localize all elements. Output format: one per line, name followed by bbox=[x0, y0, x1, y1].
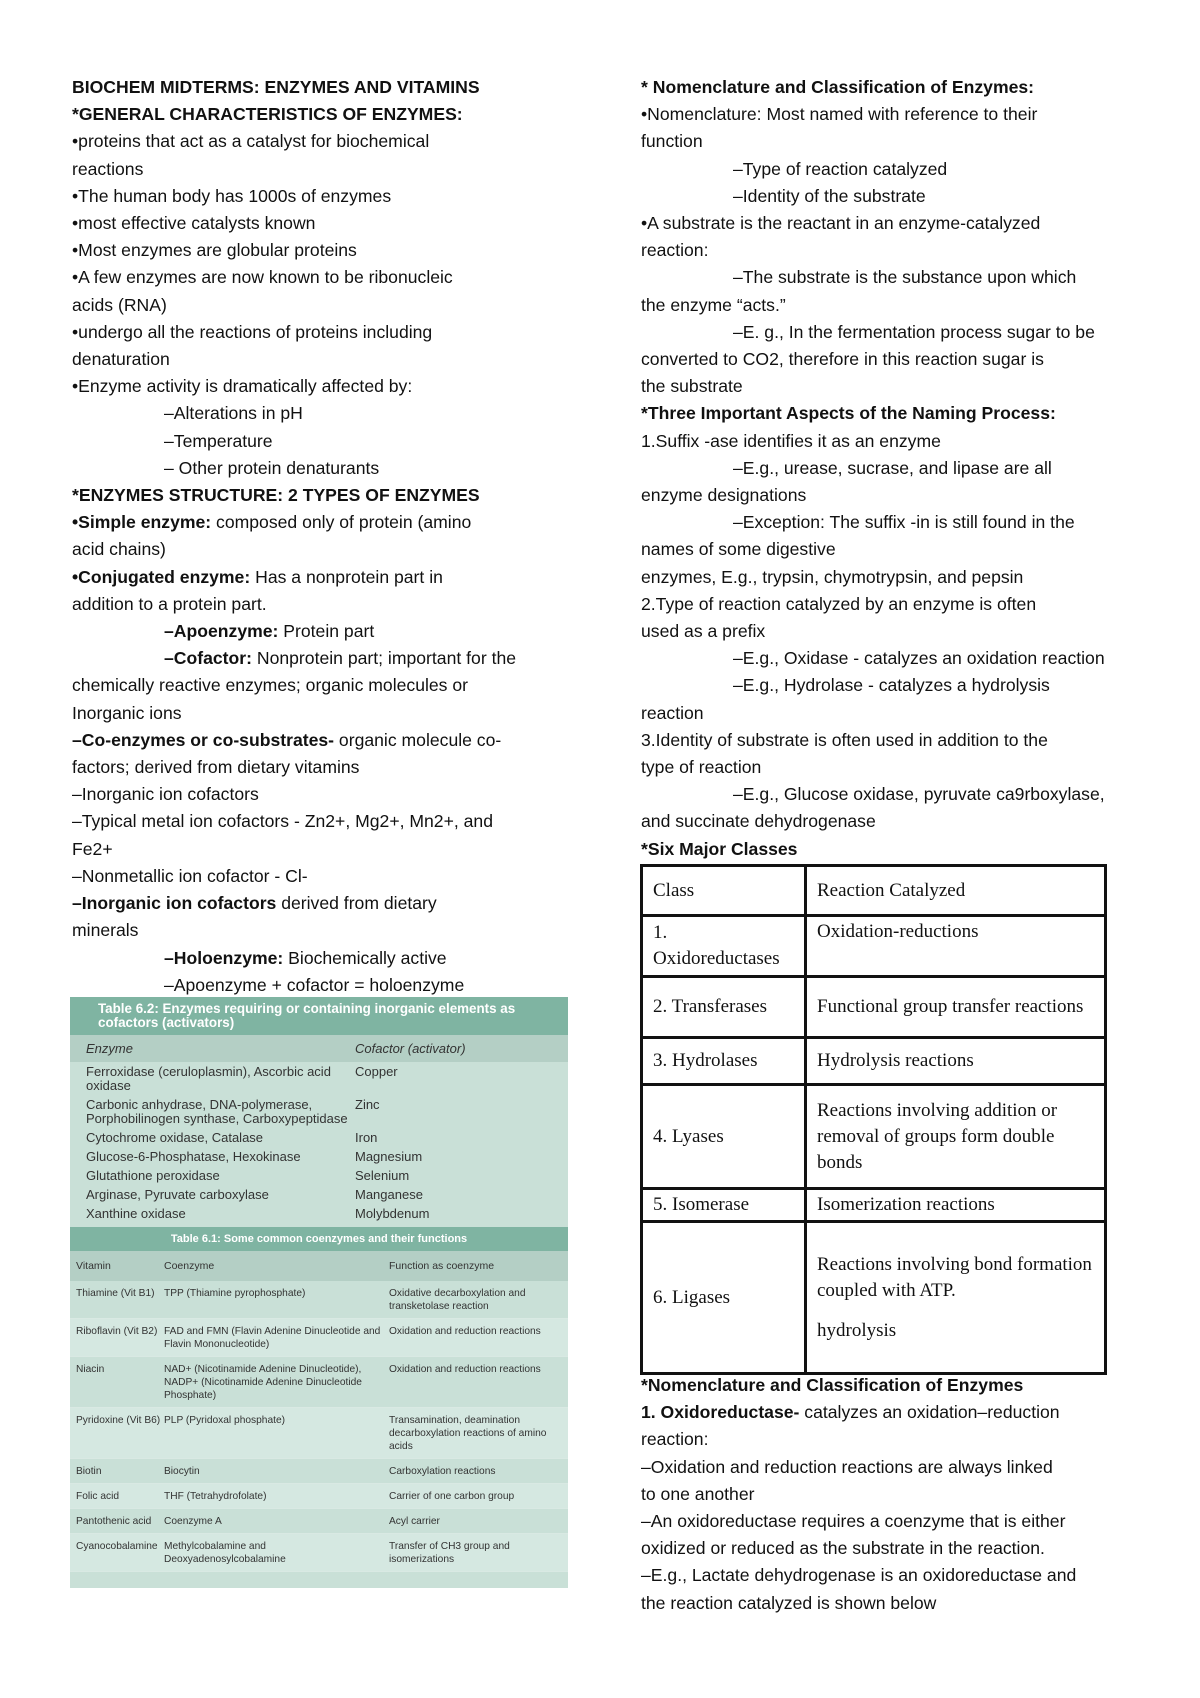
function-cell: Carboxylation reactions bbox=[389, 1466, 496, 1477]
text-line: function bbox=[641, 131, 703, 152]
text-line: the reaction catalyzed is shown below bbox=[641, 1592, 937, 1613]
text-line: •Simple enzyme: composed only of protein (amino bbox=[72, 512, 472, 533]
table-row bbox=[642, 977, 1106, 1038]
text-line: –Type of reaction catalyzed bbox=[733, 158, 948, 179]
table-row bbox=[70, 1534, 568, 1572]
table-row bbox=[642, 1222, 1106, 1374]
text-line: acids (RNA) bbox=[72, 294, 167, 315]
text-line: names of some digestive bbox=[641, 539, 836, 560]
text-line: reaction: bbox=[641, 240, 709, 261]
text-line: –Identity of the substrate bbox=[733, 185, 926, 206]
text-line: –Temperature bbox=[164, 430, 273, 451]
column-header: Vitamin bbox=[76, 1260, 111, 1272]
text-line: •undergo all the reactions of proteins including bbox=[72, 321, 433, 342]
enzyme-cell: Arginase, Pyruvate carboxylase bbox=[86, 1187, 269, 1202]
table-6-1-title: Table 6.1: Some common coenzymes and their functions bbox=[70, 1227, 568, 1251]
coenzyme-cell: TPP (Thiamine pyrophosphate) bbox=[164, 1288, 306, 1299]
cofactor-cell: Iron bbox=[355, 1130, 378, 1145]
table-cell: 5. Isomerase bbox=[642, 1189, 806, 1222]
table-cell: Reactions involving bond formation coupled with ATP. hydrolysis bbox=[806, 1222, 1106, 1374]
table-row bbox=[70, 1319, 568, 1357]
table-6-1-body bbox=[70, 1281, 568, 1572]
table-row bbox=[70, 1357, 568, 1408]
text-line: •Enzyme activity is dramatically affected by: bbox=[72, 376, 413, 397]
text-line: –Typical metal ion cofactors - Zn2+, Mg2+, Mn2+, and bbox=[72, 811, 493, 832]
enzyme-cell: Glutathione peroxidase bbox=[86, 1168, 220, 1183]
text-line: used as a prefix bbox=[641, 621, 766, 642]
function-cell: Acyl carrier bbox=[389, 1516, 440, 1527]
text-line: to one another bbox=[641, 1483, 755, 1504]
text-line: –Inorganic ion cofactors derived from dietary bbox=[72, 893, 437, 914]
right-column bbox=[641, 74, 1141, 863]
table-row bbox=[70, 1128, 568, 1147]
text-line: –Apoenzyme: Protein part bbox=[164, 621, 375, 642]
text-line: –Apoenzyme + cofactor = holoenzyme bbox=[164, 974, 465, 995]
table-row bbox=[642, 1189, 1106, 1222]
text-line: –An oxidoreductase requires a coenzyme that is either bbox=[641, 1511, 1066, 1532]
naming-aspects-heading: *Three Important Aspects of the Naming Process: bbox=[641, 403, 1056, 424]
coenzyme-cell: PLP (Pyridoxal phosphate) bbox=[164, 1415, 286, 1426]
text-line: –Co-enzymes or co-substrates- organic molecule co- bbox=[72, 729, 502, 750]
enzyme-cell: Glucose-6-Phosphatase, Hexokinase bbox=[86, 1149, 301, 1164]
cofactor-cell: Magnesium bbox=[355, 1149, 423, 1164]
nomenclature-heading: * Nomenclature and Classification of Enzymes: bbox=[641, 77, 1035, 97]
table-row bbox=[70, 1509, 568, 1534]
text-line: 3.Identity of substrate is often used in addition to the bbox=[641, 729, 1048, 750]
table-cell: 3. Hydrolases bbox=[642, 1038, 806, 1085]
cofactor-cell: Molybdenum bbox=[355, 1206, 430, 1221]
table-row bbox=[642, 916, 1106, 977]
text-line: minerals bbox=[72, 920, 139, 941]
table-cell: 2. Transferases bbox=[642, 977, 806, 1038]
vitamin-cell: Cyanocobalamine bbox=[76, 1541, 158, 1552]
table-row bbox=[642, 1085, 1106, 1189]
text-line: •Conjugated enzyme: Has a nonprotein part in bbox=[72, 566, 443, 587]
table-cell: Functional group transfer reactions bbox=[806, 977, 1106, 1038]
text-line: •most effective catalysts known bbox=[72, 213, 316, 234]
text-line: –E.g., Glucose oxidase, pyruvate ca9rboxylase, bbox=[733, 784, 1105, 805]
function-cell: Oxidative decarboxylation and transketolase reaction bbox=[389, 1288, 526, 1312]
left-column bbox=[72, 74, 602, 999]
nomenclature-heading-2: *Nomenclature and Classification of Enzymes bbox=[641, 1375, 1024, 1395]
table-row bbox=[70, 1095, 568, 1128]
function-cell: Carrier of one carbon group bbox=[389, 1491, 515, 1502]
text-line: –E.g., Hydrolase - catalyzes a hydrolysis bbox=[733, 675, 1050, 696]
coenzyme-cell: THF (Tetrahydrofolate) bbox=[164, 1491, 267, 1502]
text-line: –Nonmetallic ion cofactor - Cl- bbox=[72, 865, 308, 886]
document-title: BIOCHEM MIDTERMS: ENZYMES AND VITAMINS bbox=[72, 77, 480, 97]
column-header: Enzyme bbox=[86, 1041, 133, 1056]
structure-heading: *ENZYMES STRUCTURE: 2 TYPES OF ENZYMES bbox=[72, 485, 480, 506]
column-header: Coenzyme bbox=[164, 1260, 215, 1272]
text-line: reaction: bbox=[641, 1429, 709, 1450]
text-line: – Other protein denaturants bbox=[164, 457, 380, 478]
table-6-2-body bbox=[70, 1062, 568, 1223]
table-6-2-header bbox=[70, 1035, 568, 1062]
function-cell: Transamination, deamination decarboxylation reactions of amino acids bbox=[389, 1415, 547, 1452]
text-line: •The human body has 1000s of enzymes bbox=[72, 185, 392, 206]
text-line: –E.g., Lactate dehydrogenase is an oxidoreductase and bbox=[641, 1565, 1077, 1586]
text-line: type of reaction bbox=[641, 757, 762, 778]
function-cell: Oxidation and reduction reactions bbox=[389, 1364, 541, 1375]
table-cell: Hydrolysis reactions bbox=[806, 1038, 1106, 1085]
table-row bbox=[70, 1459, 568, 1484]
table-row bbox=[70, 1062, 568, 1095]
table-cell: 1. Oxidoreductases bbox=[642, 916, 806, 977]
vitamin-cell: Thiamine (Vit B1) bbox=[76, 1288, 155, 1299]
table-row bbox=[70, 1147, 568, 1166]
table-row bbox=[642, 1038, 1106, 1085]
enzyme-classes-table bbox=[640, 864, 1107, 1375]
column-header: Cofactor (activator) bbox=[355, 1041, 466, 1056]
table-6-2-title: Table 6.2: Enzymes requiring or containing inorganic elements as cofactors (activators) bbox=[70, 997, 568, 1035]
text-line: factors; derived from dietary vitamins bbox=[72, 757, 360, 778]
text-line: enzyme designations bbox=[641, 485, 807, 506]
text-line: –E.g., Oxidase - catalyzes an oxidation reaction bbox=[733, 648, 1105, 669]
text-line: –Alterations in pH bbox=[164, 403, 303, 424]
table-row bbox=[70, 1204, 568, 1223]
text-line: –Exception: The suffix -in is still found in the bbox=[733, 512, 1075, 533]
cofactor-cell: Zinc bbox=[355, 1097, 380, 1112]
text-line: converted to CO2, therefore in this reaction sugar is bbox=[641, 349, 1044, 370]
coenzyme-cell: NAD+ (Nicotinamide Adenine Dinucleotide), NADP+ (Nicotinamide Adenine Dinucleotide Phosphate) bbox=[164, 1364, 362, 1401]
text-line: 2.Type of reaction catalyzed by an enzyme is often bbox=[641, 593, 1037, 614]
enzyme-cell: Cytochrome oxidase, Catalase bbox=[86, 1130, 264, 1145]
table-row bbox=[70, 1484, 568, 1509]
table-row bbox=[642, 866, 1106, 916]
function-cell: Oxidation and reduction reactions bbox=[389, 1326, 541, 1337]
text-line: •proteins that act as a catalyst for biochemical bbox=[72, 131, 430, 152]
cofactor-cell: Manganese bbox=[355, 1187, 423, 1202]
vitamin-cell: Riboflavin (Vit B2) bbox=[76, 1326, 158, 1337]
function-cell: Transfer of CH3 group and isomerizations bbox=[389, 1541, 510, 1565]
table-cell: Class bbox=[642, 866, 806, 916]
oxidoreductase-section bbox=[641, 1372, 1141, 1617]
text-line: reaction bbox=[641, 702, 704, 723]
coenzyme-cell: Methylcobalamine and Deoxyadenosylcobalamine bbox=[164, 1541, 286, 1565]
text-line: 1.Suffix -ase identifies it as an enzyme bbox=[641, 430, 941, 451]
enzyme-cell: Carbonic anhydrase, DNA-polymerase, Porphobilinogen synthase, Carboxypeptidase bbox=[86, 1097, 348, 1126]
text-line: –Holoenzyme: Biochemically active bbox=[164, 947, 447, 968]
text-line: –Oxidation and reduction reactions are always linked bbox=[641, 1456, 1053, 1477]
table-row bbox=[70, 1408, 568, 1459]
table-cell: 6. Ligases bbox=[642, 1222, 806, 1374]
text-line: enzymes, E.g., trypsin, chymotrypsin, and pepsin bbox=[641, 566, 1024, 587]
text-line: denaturation bbox=[72, 349, 170, 370]
text-line: Inorganic ions bbox=[72, 702, 182, 723]
text-line: chemically reactive enzymes; organic molecules or bbox=[72, 675, 469, 696]
text-line: –E. g., In the fermentation process sugar to be bbox=[733, 321, 1095, 342]
table-row bbox=[70, 1281, 568, 1319]
text-line: reactions bbox=[72, 158, 144, 179]
text-line: •A substrate is the reactant in an enzyme-catalyzed bbox=[641, 213, 1041, 234]
text-line: –Inorganic ion cofactors bbox=[72, 784, 259, 805]
six-classes-heading: *Six Major Classes bbox=[641, 838, 798, 859]
coenzyme-cell: FAD and FMN (Flavin Adenine Dinucleotide and Flavin Mononucleotide) bbox=[164, 1326, 381, 1350]
text-line: oxidized or reduced as the substrate in the reaction. bbox=[641, 1538, 1045, 1559]
text-line: and succinate dehydrogenase bbox=[641, 811, 876, 832]
coenzyme-cell: Coenzyme A bbox=[164, 1516, 222, 1527]
coenzyme-cell: Biocytin bbox=[164, 1466, 200, 1477]
text-line: acid chains) bbox=[72, 539, 166, 560]
table-row bbox=[70, 1185, 568, 1204]
table-cell: Reaction Catalyzed bbox=[806, 866, 1106, 916]
table-cell: 4. Lyases bbox=[642, 1085, 806, 1189]
column-header: Function as coenzyme bbox=[389, 1260, 495, 1272]
table-cell: Oxidation-reductions bbox=[806, 916, 1106, 977]
vitamin-cell: Biotin bbox=[76, 1466, 102, 1477]
text-line: the substrate bbox=[641, 376, 743, 397]
enzyme-cell: Xanthine oxidase bbox=[86, 1206, 186, 1221]
vitamin-cell: Folic acid bbox=[76, 1491, 120, 1502]
enzyme-cell: Ferroxidase (ceruloplasmin), Ascorbic acid oxidase bbox=[86, 1064, 331, 1093]
cofactor-cell: Selenium bbox=[355, 1168, 410, 1183]
table-row bbox=[70, 1166, 568, 1185]
text-line: addition to a protein part. bbox=[72, 593, 267, 614]
text-line: Fe2+ bbox=[72, 838, 113, 859]
text-line: the enzyme “acts.” bbox=[641, 294, 786, 315]
table-6-1-header bbox=[70, 1251, 568, 1281]
general-characteristics-heading: *GENERAL CHARACTERISTICS OF ENZYMES: bbox=[72, 104, 463, 125]
vitamin-cell: Pyridoxine (Vit B6) bbox=[76, 1415, 161, 1426]
text-line: •Nomenclature: Most named with reference to their bbox=[641, 104, 1038, 125]
cofactor-cell: Copper bbox=[355, 1064, 398, 1079]
table-cell: Reactions involving addition or removal of groups form double bonds bbox=[806, 1085, 1106, 1189]
vitamin-cell: Niacin bbox=[76, 1364, 105, 1375]
text-line: •Most enzymes are globular proteins bbox=[72, 240, 357, 261]
text-line: 1. Oxidoreductase- catalyzes an oxidation–reduction bbox=[641, 1402, 1060, 1423]
cofactor-table-image bbox=[70, 997, 568, 1588]
text-line: –E.g., urease, sucrase, and lipase are all bbox=[733, 457, 1052, 478]
vitamin-cell: Pantothenic acid bbox=[76, 1516, 152, 1527]
table-cell: Isomerization reactions bbox=[806, 1189, 1106, 1222]
text-line: –Cofactor: Nonprotein part; important for the bbox=[164, 648, 517, 669]
text-line: –The substrate is the substance upon which bbox=[733, 267, 1077, 288]
text-line: •A few enzymes are now known to be ribonucleic bbox=[72, 267, 453, 288]
